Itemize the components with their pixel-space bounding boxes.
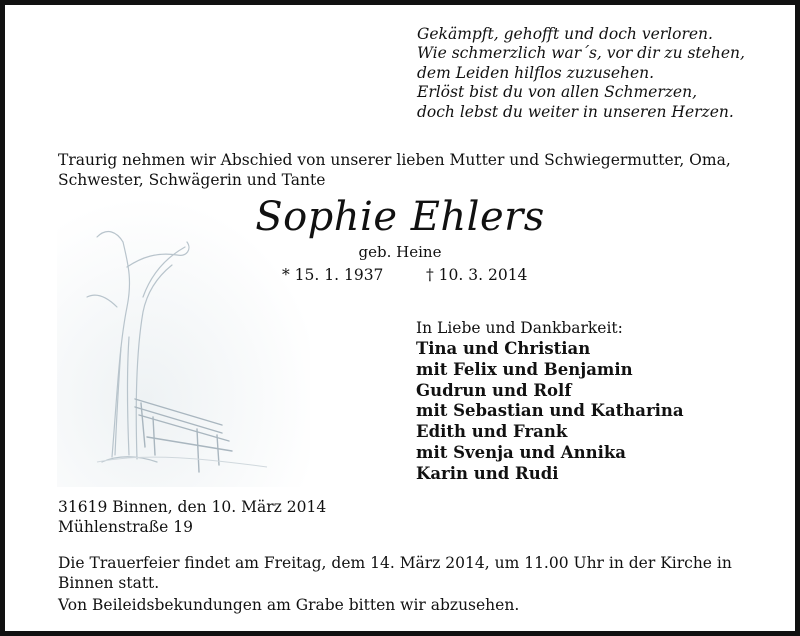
condolence-note: Von Beileidsbekundungen am Grabe bitten wir abzusehen. — [58, 596, 520, 614]
mourner-entry: Gudrun und Rolf — [416, 380, 572, 400]
mourner-entry: mit Sebastian und Katharina — [416, 401, 684, 421]
street-address: Mühlenstraße 19 — [58, 517, 193, 536]
poem-line: Gekämpft, gehofft und doch verloren. — [417, 25, 713, 43]
mourners-heading: In Liebe und Dankbarkeit: — [416, 319, 623, 337]
place-date: 31619 Binnen, den 10. März 2014 — [58, 498, 327, 516]
intro-text — [58, 151, 743, 190]
poem-line: Wie schmerzlich war´s, vor dir zu stehen, — [417, 44, 745, 63]
mourner-entry: Tina und Christian — [416, 339, 591, 358]
intro-line: Schwester, Schwägerin und Tante — [58, 170, 326, 189]
poem — [417, 25, 747, 122]
intro-line: Traurig nehmen wir Abschied von unserer lieben Mutter und Schwiegermutter, Oma, — [58, 151, 731, 169]
poem-line: dem Leiden hilflos zuzusehen. — [417, 63, 655, 82]
funeral-notice — [58, 554, 743, 593]
mourner-entry: Edith und Frank — [416, 422, 568, 442]
maiden-name: geb. Heine — [358, 243, 442, 261]
mourners-list — [416, 339, 684, 485]
death-date: † 10. 3. 2014 — [426, 266, 528, 284]
address-block — [58, 498, 326, 537]
mourner-entry: mit Svenja und Annika — [416, 442, 626, 462]
funeral-line: Binnen statt. — [58, 573, 160, 592]
poem-line: doch lebst du weiter in unseren Herzen. — [417, 102, 734, 121]
funeral-line: Die Trauerfeier findet am Freitag, dem 14. März 2014, um 11.00 Uhr in der Kirche in — [58, 554, 732, 572]
mourner-entry: mit Felix und Benjamin — [416, 359, 633, 379]
birth-date: * 15. 1. 1937 — [282, 266, 384, 284]
mourner-entry: Karin und Rudi — [416, 463, 559, 483]
deceased-name: Sophie Ehlers — [255, 194, 545, 240]
poem-line: Erlöst bist du von allen Schmerzen, — [417, 83, 697, 102]
